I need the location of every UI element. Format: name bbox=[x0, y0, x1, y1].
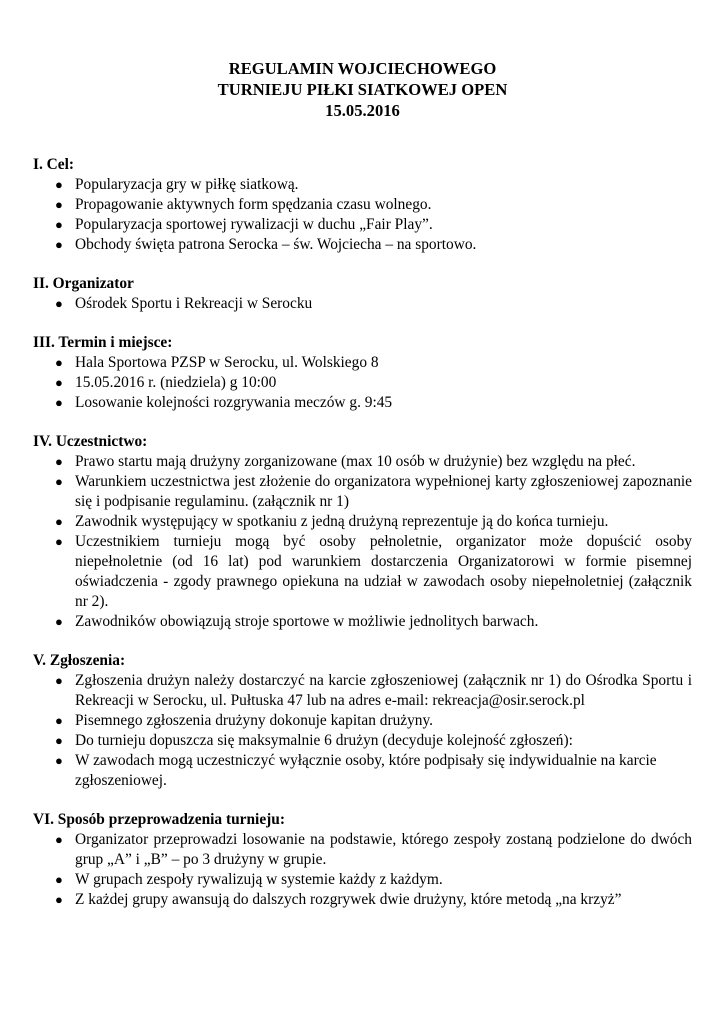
section-uczestnictwo bbox=[33, 432, 692, 632]
title-date: 15.05.2016 bbox=[325, 101, 400, 120]
list-item-text: Ośrodek Sportu i Rekreacji w Serocku bbox=[75, 295, 313, 312]
list-item-text: Warunkiem uczestnictwa jest złożenie do organizatora wypełnionej karty zgłoszeniowej zapoznanie się i podpisanie regulaminu. (załącznik nr 1) bbox=[75, 473, 692, 510]
list-item bbox=[33, 235, 692, 255]
list-item bbox=[33, 731, 692, 751]
list-item-text: Zgłoszenia drużyn należy dostarczyć na karcie zgłoszeniowej (załącznik nr 1) do Ośrodka Sportu i Rekreacji w Serocku, ul. Pułtuska 47 lub na adres e-mail: rekreacja@osir.serock.pl bbox=[75, 672, 692, 709]
bullet-icon: ● bbox=[55, 177, 63, 192]
bullet-icon: ● bbox=[55, 237, 63, 252]
list-item bbox=[33, 472, 692, 512]
bullet-icon: ● bbox=[55, 892, 63, 907]
list-item-text: Hala Sportowa PZSP w Serocku, ul. Wolskiego 8 bbox=[75, 354, 379, 371]
list-item bbox=[33, 751, 692, 791]
list-item bbox=[33, 890, 692, 910]
list-item bbox=[33, 175, 692, 195]
list-item-text: Uczestnikiem turnieju mogą być osoby pełnoletnie, organizator może dopuścić osoby niepełnoletnie (od 16 lat) pod warunkiem dostarczenia Organizatorowi w formie pisemnej oświadczenia - zgody prawnego opiekuna na udział w zawodach osoby niepełnoletniej (załącznik nr 2). bbox=[75, 533, 692, 610]
list-item-text: 15.05.2016 r. (niedziela) g 10:00 bbox=[75, 374, 277, 391]
list-item-text: Z każdej grupy awansują do dalszych rozgrywek dwie drużyny, które metodą „na krzyż” bbox=[75, 891, 622, 908]
list-item bbox=[33, 215, 692, 235]
list-item-text: Propagowanie aktywnych form spędzania czasu wolnego. bbox=[75, 196, 432, 213]
list-item-text: Pisemnego zgłoszenia drużyny dokonuje kapitan drużyny. bbox=[75, 712, 434, 729]
list-item-text: Popularyzacja gry w piłkę siatkową. bbox=[75, 176, 299, 193]
list-item bbox=[33, 532, 692, 612]
bullet-list bbox=[33, 671, 692, 791]
bullet-icon: ● bbox=[55, 296, 63, 311]
section-organizator bbox=[33, 274, 692, 314]
list-item bbox=[33, 512, 692, 532]
list-item-text: Obchody święta patrona Serocka – św. Wojciecha – na sportowo. bbox=[75, 236, 477, 253]
list-item bbox=[33, 393, 692, 413]
list-item bbox=[33, 830, 692, 870]
title-line-1: REGULAMIN WOJCIECHOWEGO bbox=[228, 59, 497, 78]
section-heading: I. Cel: bbox=[33, 156, 75, 173]
bullet-icon: ● bbox=[55, 355, 63, 370]
bullet-icon: ● bbox=[55, 673, 63, 688]
list-item-text: W zawodach mogą uczestniczyć wyłącznie osoby, które podpisały się indywidualnie na karcie zgłoszeniowej. bbox=[75, 752, 657, 789]
list-item-text: Zawodników obowiązują stroje sportowe w możliwie jednolitych barwach. bbox=[75, 613, 539, 630]
list-item bbox=[33, 373, 692, 393]
bullet-icon: ● bbox=[55, 197, 63, 212]
document-body bbox=[33, 155, 692, 910]
list-item-text: Losowanie kolejności rozgrywania meczów g. 9:45 bbox=[75, 394, 393, 411]
list-item bbox=[33, 612, 692, 632]
bullet-icon: ● bbox=[55, 454, 63, 469]
document-title bbox=[33, 58, 692, 121]
bullet-icon: ● bbox=[55, 514, 63, 529]
section-heading: VI. Sposób przeprowadzenia turnieju: bbox=[33, 811, 285, 828]
bullet-list bbox=[33, 175, 692, 255]
list-item-text: Zawodnik występujący w spotkaniu z jedną drużyną reprezentuje ją do końca turnieju. bbox=[75, 513, 609, 530]
bullet-list bbox=[33, 452, 692, 632]
list-item-text: Prawo startu mają drużyny zorganizowane (max 10 osób w drużynie) bez względu na płeć. bbox=[75, 453, 636, 470]
list-item bbox=[33, 711, 692, 731]
section-termin bbox=[33, 333, 692, 413]
section-heading: V. Zgłoszenia: bbox=[33, 652, 126, 669]
title-line-2: TURNIEJU PIŁKI SIATKOWEJ OPEN bbox=[217, 80, 508, 99]
bullet-list bbox=[33, 353, 692, 413]
section-zgloszenia bbox=[33, 651, 692, 791]
list-item-text: Organizator przeprowadzi losowanie na podstawie, którego zespoły zostaną podzielone do dwóch grup „A” i „B” – po 3 drużyny w grupie. bbox=[75, 831, 692, 868]
bullet-icon: ● bbox=[55, 713, 63, 728]
list-item bbox=[33, 195, 692, 215]
bullet-icon: ● bbox=[55, 217, 63, 232]
section-heading: III. Termin i miejsce: bbox=[33, 334, 173, 351]
list-item bbox=[33, 671, 692, 711]
list-item bbox=[33, 294, 692, 314]
bullet-icon: ● bbox=[55, 395, 63, 410]
bullet-list bbox=[33, 830, 692, 910]
list-item-text: W grupach zespoły rywalizują w systemie każdy z każdym. bbox=[75, 871, 443, 888]
list-item bbox=[33, 353, 692, 373]
bullet-icon: ● bbox=[55, 832, 63, 847]
bullet-icon: ● bbox=[55, 733, 63, 748]
bullet-icon: ● bbox=[55, 375, 63, 390]
list-item-text: Do turnieju dopuszcza się maksymalnie 6 drużyn (decyduje kolejność zgłoszeń): bbox=[75, 732, 573, 749]
bullet-icon: ● bbox=[55, 872, 63, 887]
section-heading: IV. Uczestnictwo: bbox=[33, 433, 148, 450]
list-item bbox=[33, 452, 692, 472]
list-item-text: Popularyzacja sportowej rywalizacji w duchu „Fair Play”. bbox=[75, 216, 433, 233]
list-item bbox=[33, 870, 692, 890]
section-heading: II. Organizator bbox=[33, 275, 134, 292]
bullet-icon: ● bbox=[55, 753, 63, 768]
bullet-icon: ● bbox=[55, 534, 63, 549]
bullet-list bbox=[33, 294, 692, 314]
bullet-icon: ● bbox=[55, 474, 63, 489]
section-sposob bbox=[33, 810, 692, 910]
bullet-icon: ● bbox=[55, 614, 63, 629]
section-cel bbox=[33, 155, 692, 255]
